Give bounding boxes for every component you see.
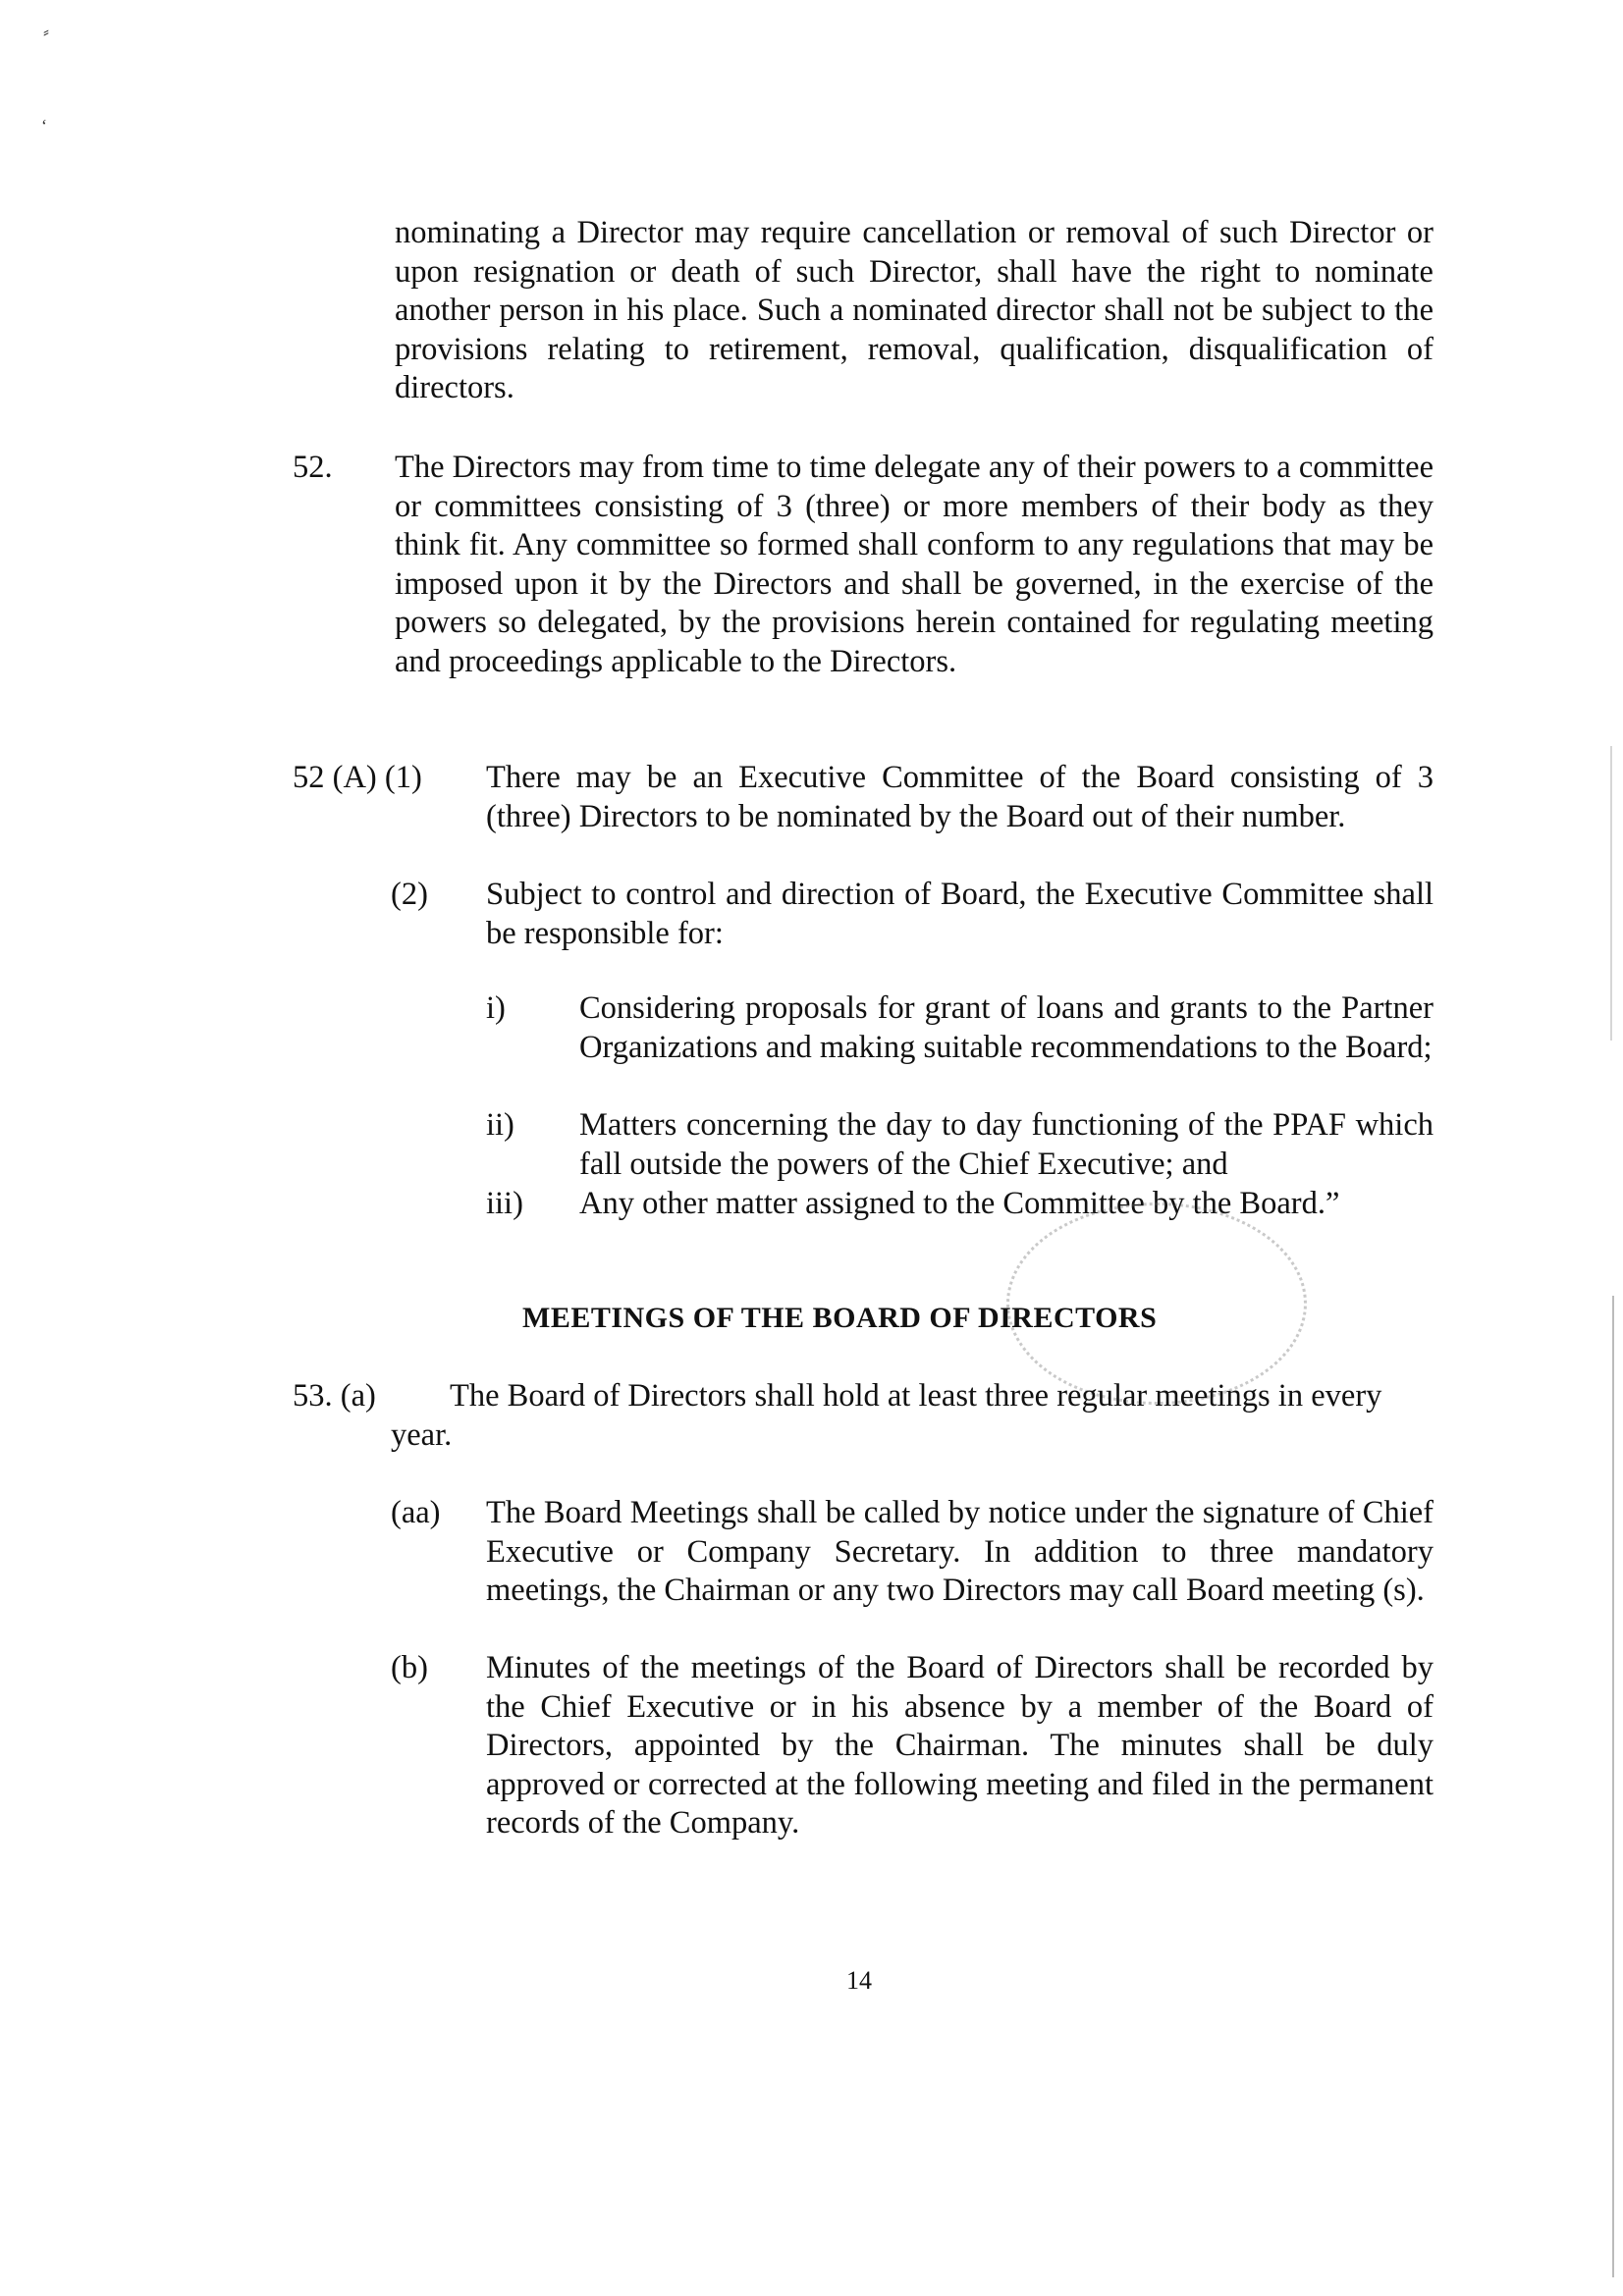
list-item: Considering proposals for grant of loans and grants to the Partner Organizations and making suitable recommendations to the Board; — [579, 990, 1434, 1065]
clause-number: 53. (a) — [293, 1378, 376, 1414]
scan-mark-icon: ⸗ — [43, 22, 49, 41]
clause-52-text: The Directors may from time to time delegate any of their powers to a committee or committees consisting of 3 (three) or more members of their body as they think fit. Any committee so formed shall conform to any regulations that may be imposed upon it by the Directors and shall be governed, in the exercise of the powers so delegated, by the provisions herein contained for regulating meeting and proceedings applicable to the Directors. — [395, 450, 1434, 679]
list-item: Any other matter assigned to the Committee by the Board.” — [579, 1186, 1340, 1221]
clause-53b-text: Minutes of the meetings of the Board of Directors shall be recorded by the Chief Executive or in his absence by a member of the Board of Directors, appointed by the Chairman. The minutes shall be duly approved or corrected at the following meeting and filed in the permanent records of the Company. — [486, 1650, 1434, 1841]
clause-53a-text: The Board of Directors shall hold at least three regular meetings in every — [450, 1378, 1382, 1414]
clause-number: 52 (A) (1) — [293, 760, 422, 795]
clause-52A-1-text: There may be an Executive Committee of the Board consisting of 3 (three) Directors to be nominated by the Board out of their number. — [486, 760, 1434, 834]
page-number: 14 — [846, 1966, 872, 1995]
clause-53a-text-cont: year. — [391, 1417, 453, 1453]
clause-52A-2-text: Subject to control and direction of Board, the Executive Committee shall be responsible for: — [486, 877, 1434, 951]
clause-53aa-text: The Board Meetings shall be called by notice under the signature of Chief Executive or Company Secretary. In addition to three mandatory meetings, the Chairman or any two Directors may call Board meeting (s). — [486, 1495, 1434, 1608]
sub-clause-number: (b) — [391, 1650, 428, 1685]
list-item: Matters concerning the day to day functioning of the PPAF which fall outside the powers of the Chief Executive; and — [579, 1107, 1434, 1182]
scan-edge-line — [1610, 746, 1612, 1041]
intro-paragraph: nominating a Director may require cancellation or removal of such Director or upon resignation or death of such Director, shall have the right to nominate another person in his place. Such a nominated director shall not be subject to the provisions relating to retirement, removal, qualification, disqualification of directors. — [395, 215, 1434, 405]
sub-clause-number: (aa) — [391, 1495, 441, 1530]
sub-clause-number: (2) — [391, 877, 428, 912]
list-item-label: i) — [486, 990, 506, 1026]
list-item-label: ii) — [486, 1107, 514, 1143]
scan-edge-line — [1612, 1296, 1614, 2277]
section-heading: MEETINGS OF THE BOARD OF DIRECTORS — [522, 1302, 1158, 1334]
clause-number: 52. — [293, 450, 333, 485]
list-item-label: iii) — [486, 1186, 523, 1221]
scan-mark-icon: ‘ — [41, 116, 47, 135]
